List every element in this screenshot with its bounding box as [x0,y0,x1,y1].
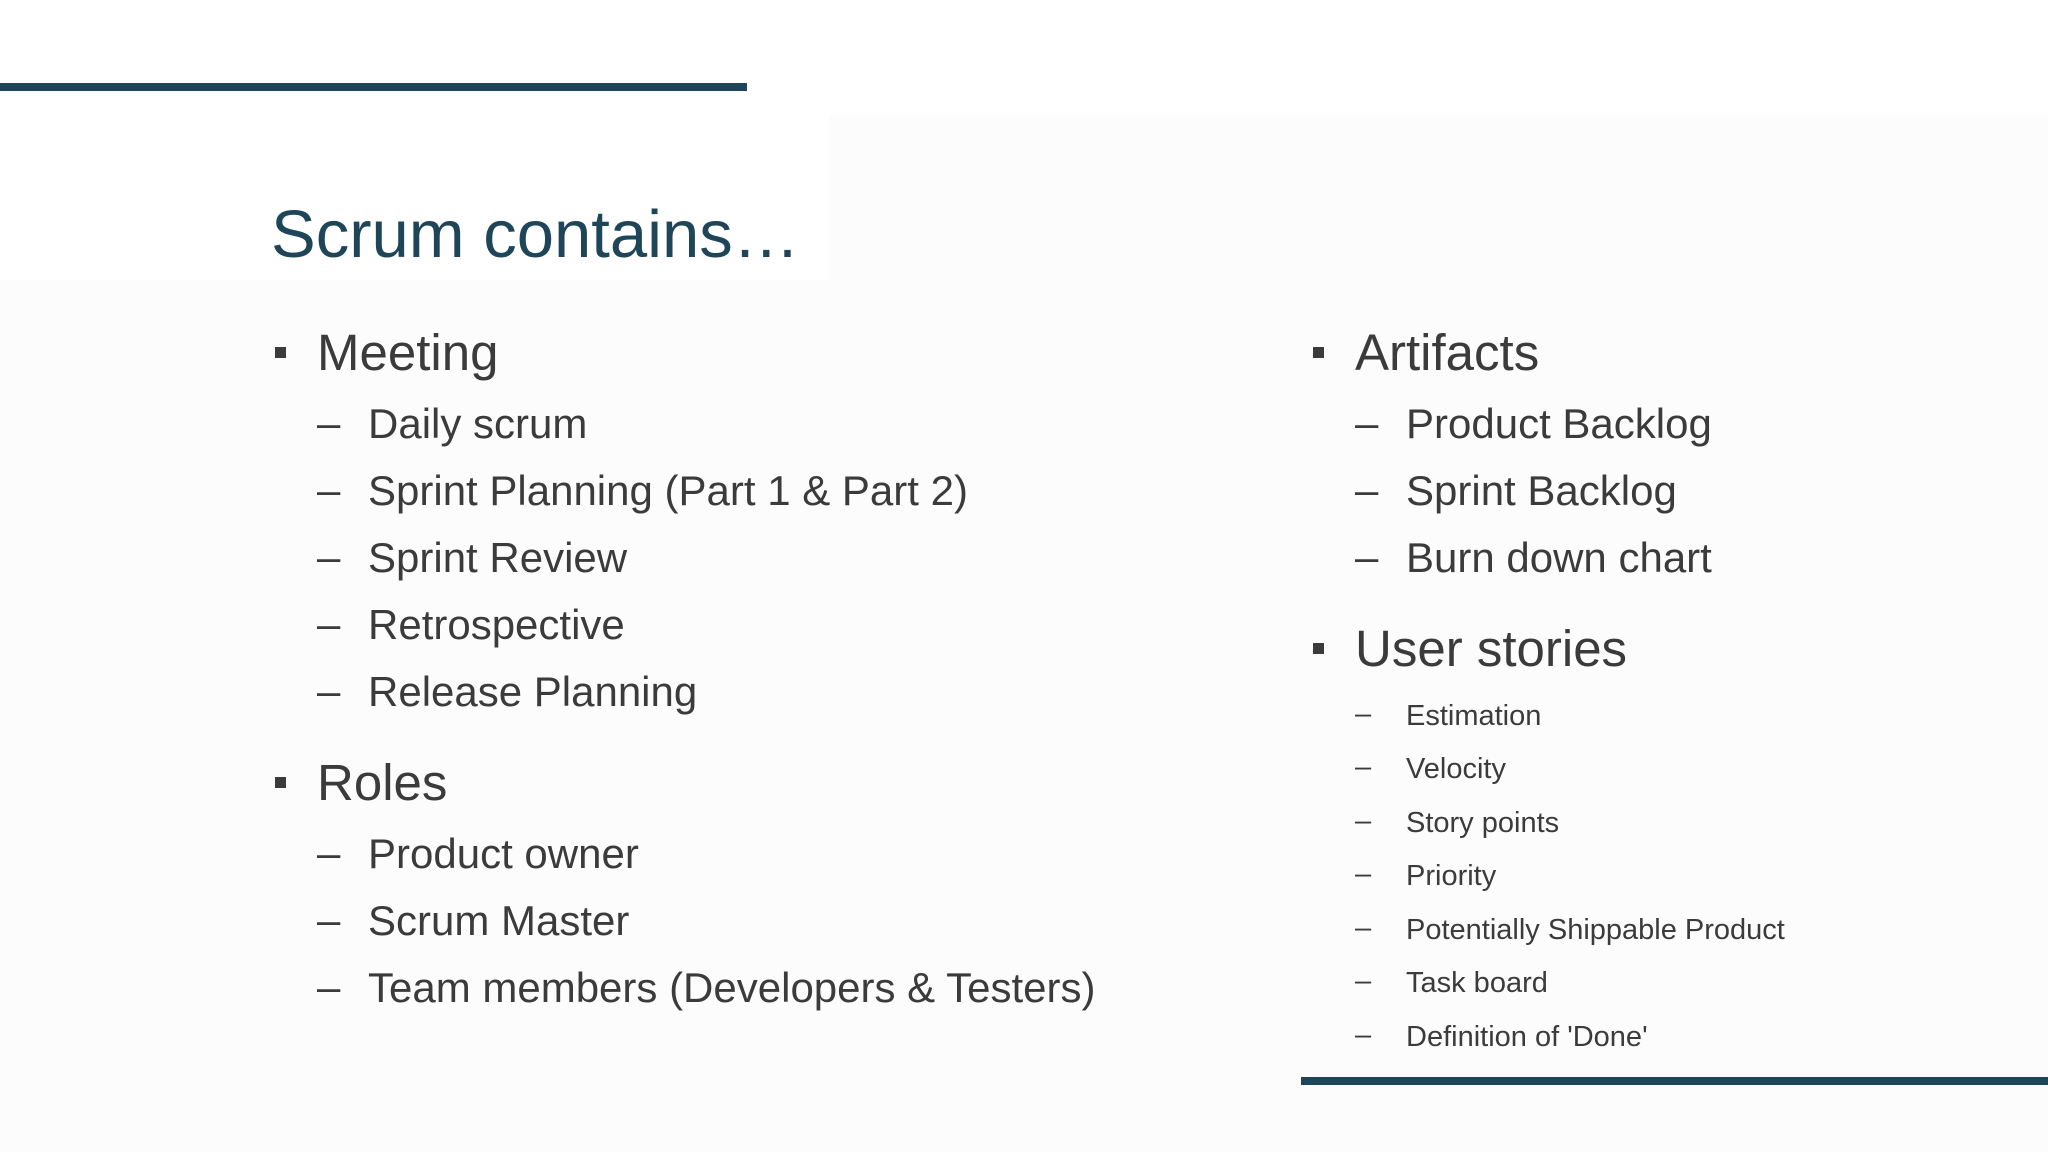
section-heading-label: Artifacts [1355,324,1540,381]
square-bullet-icon [1313,643,1324,654]
list-item-label: Sprint Planning (Part 1 & Part 2) [368,467,968,514]
section-heading-label: Meeting [317,324,499,381]
list-item-label: Priority [1406,860,1497,892]
section-heading-label: User stories [1355,620,1628,677]
square-bullet-icon [275,347,286,358]
list-item-label: Daily scrum [368,400,588,447]
list-item-label: Scrum Master [368,897,630,944]
dash-bullet: – [317,829,341,876]
dash-bullet: – [317,963,341,1010]
dash-bullet: – [1355,858,1372,890]
list-item-label: Potentially Shippable Product [1406,914,1785,946]
list-item-label: Velocity [1406,753,1506,785]
dash-bullet: – [1355,399,1379,446]
top-accent-rule [0,83,747,91]
header-background [0,0,2048,115]
dash-bullet: – [1355,965,1372,997]
dash-bullet: – [1355,751,1372,783]
dash-bullet: – [1355,805,1372,837]
square-bullet-icon [1313,347,1324,358]
list-item-label: Burn down chart [1406,534,1712,581]
dash-bullet: – [1355,1019,1372,1051]
square-bullet-icon [275,777,286,788]
dash-bullet: – [317,600,341,647]
list-item-label: Team members (Developers & Testers) [368,964,1096,1011]
list-item-label: Task board [1406,967,1548,999]
dash-bullet: – [317,533,341,580]
list-item-label: Product owner [368,830,639,877]
section-heading-label: Roles [317,754,448,811]
slide-title: Scrum contains… [271,197,800,272]
dash-bullet: – [1355,698,1372,730]
list-item-label: Sprint Review [368,534,628,581]
dash-bullet: – [317,466,341,513]
dash-bullet: – [317,896,341,943]
list-item-label: Story points [1406,807,1560,839]
list-item-label: Sprint Backlog [1406,467,1677,514]
dash-bullet: – [317,399,341,446]
bottom-accent-rule [1301,1077,2048,1085]
dash-bullet: – [317,667,341,714]
list-item-label: Release Planning [368,668,698,715]
dash-bullet: – [1355,533,1379,580]
list-item-label: Definition of 'Done' [1406,1021,1648,1053]
dash-bullet: – [1355,466,1379,513]
list-item-label: Product Backlog [1406,400,1712,447]
dash-bullet: – [1355,912,1372,944]
list-item-label: Estimation [1406,700,1542,732]
list-item-label: Retrospective [368,601,625,648]
